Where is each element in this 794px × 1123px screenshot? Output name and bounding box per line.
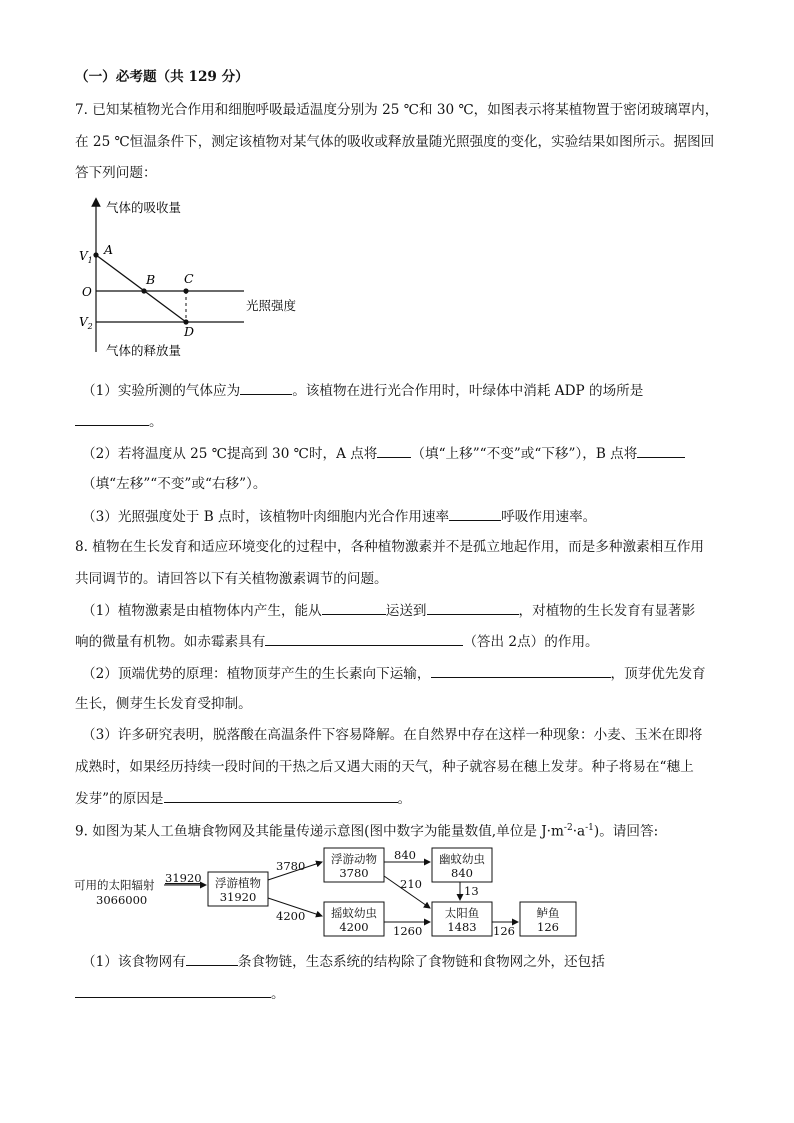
q9-part1-text-c: 。 [271,986,285,1002]
perch-label: 鲈鱼 [536,906,560,920]
q8-part3-line-3 [75,789,411,808]
q9-answer-blank-1[interactable] [186,952,238,966]
producer-label: 浮游植物 [215,876,261,890]
q8-stem-line-2: 共同调节的。请回答以下有关植物激素调节的问题。 [75,571,388,587]
q7-part1-line-1 [82,381,643,400]
graph-v2-label: $V_2$ [79,315,93,331]
q8-part3-text-c: 发芽”的原因是 [75,791,164,807]
q8-part3-line-2: 成熟时，如果经历持续一段时间的干热之后又遇大雨的天气，种子就容易在穗上发芽。种子将易在“穗上 [75,759,694,775]
graph-y-top-label: 气体的吸收量 [106,200,182,215]
q8-part1-line-2 [75,632,599,651]
sunfish-value: 1483 [447,920,477,934]
q7-part3-text-b: 呼吸作用速率。 [501,509,597,525]
producer-value: 31920 [219,890,257,904]
section-title: （一）必考题（共 129 分） [75,69,249,85]
q9-part1-text-b: 条食物链，生态系统的结构除了食物链和食物网之外，还包括 [237,954,605,970]
q9-stem-text: 9. 如图为某人工鱼塘食物网及其能量传递示意图(图中数字为能量数值,单位是 J·m [75,823,564,840]
producer-to-mosq-value: 4200 [276,909,306,923]
q7-stem-line-1: 7. 已知某植物光合作用和细胞呼吸最适温度分别为 25 ℃和 30 ℃，如图表示将某植物置于密闭玻璃罩内， [75,102,719,118]
q8-part2-line-1 [82,664,706,683]
q9-unit-sup-2: -1 [585,823,594,833]
q7-answer-blank-5[interactable] [449,507,501,521]
q8-part3-text-d: 。 [397,791,412,807]
q8-answer-blank-5[interactable] [164,789,398,803]
graph-x-label: 光照强度 [246,298,297,313]
q8-part1-text-a: （1）植物激素是由植物体内产生，能从 [82,603,322,619]
q8-answer-blank-4[interactable] [431,664,611,678]
q7-part2-text-b: （填“上移”“不变”或“下移”），B 点将 [411,446,638,462]
mosq-to-sunfish-value: 1260 [393,924,423,938]
q7-part2-line-2: （填“左移”“不变”或“右移”）。 [82,476,267,492]
sun-value: 3066000 [96,893,148,907]
zoo-to-sunfish-value: 210 [400,877,422,891]
mosq-value: 4200 [339,920,369,934]
q7-graph [70,192,320,362]
q7-stem-line-2: 在 25 ℃恒温条件下，测定该植物对某气体的吸收或释放量随光照强度的变化，实验结果如图所示。据图回 [75,134,715,150]
q8-part1-text-e: （答出 2点）的作用。 [463,634,599,650]
point-b-dot [141,288,146,293]
q7-part2-text-a: （2）若将温度从 25 ℃提高到 30 ℃时，A 点将 [82,446,378,462]
graph-y-bottom-label: 气体的释放量 [106,343,182,358]
q7-part1-text-a: （1）实验所测的气体应为 [82,383,241,399]
q9-part1-line-2 [75,984,285,1003]
q8-stem-line-1: 8. 植物在生长发育和适应环境变化的过程中，各种植物激素并不是孤立地起作用，而是多种激素相互作用 [75,539,705,555]
q7-answer-blank-1[interactable] [240,381,292,395]
q7-part2-line-1 [82,444,685,463]
point-c-dot [183,288,188,293]
q8-part2-line-2: 生长，侧芽生长发育受抑制。 [75,696,252,712]
q8-part1-text-b: 运送到 [385,603,427,619]
q8-answer-blank-2[interactable] [427,601,519,615]
perch-value: 126 [537,920,559,934]
q8-part2-text-b: ，顶芽优先发育 [610,666,706,682]
sun-label: 可用的太阳辐射 [74,878,155,892]
zoo-to-larva-value: 840 [394,848,416,862]
q8-part2-text-a: （2）顶端优势的原理：植物顶芽产生的生长素向下运输， [82,666,431,682]
q9-stem-end: )。请回答: [593,823,659,840]
q9-unit-sup-1: -2 [563,823,573,833]
larva-value: 840 [451,866,473,880]
graph-origin-label: O [82,285,92,299]
graph-point-d-label: D [184,324,195,339]
graph-point-c-label: C [184,271,194,286]
graph-point-a-label: A [104,242,114,257]
q7-answer-blank-3[interactable] [377,444,411,458]
q8-part1-text-c: ，对植物的生长发育有显著影 [518,603,696,619]
graph-point-b-label: B [146,272,156,287]
sunfish-to-perch-value: 126 [493,924,515,938]
mosq-label: 摇蚊幼虫 [331,906,377,920]
q9-food-web [60,842,590,948]
q8-part1-text-d: 响的微量有机物。如赤霉素具有 [75,634,266,650]
q8-answer-blank-3[interactable] [265,632,463,646]
q9-unit-mid: ·a [572,823,586,840]
q7-stem-line-3: 答下列问题： [75,165,157,181]
q9-answer-blank-2[interactable] [75,984,271,998]
zoo-value: 3780 [339,866,369,880]
graph-curve [96,255,186,322]
q7-answer-blank-2[interactable] [75,412,149,426]
q8-part1-line-1 [82,601,695,620]
q9-stem [75,819,658,841]
q7-part1-text-b: 。该植物在进行光合作用时，叶绿体中消耗 ADP 的场所是 [292,383,644,399]
q9-part1-line-1 [82,952,605,971]
graph-v1-label: $V_1$ [79,249,93,265]
point-a-dot [93,252,98,257]
zoo-label: 浮游动物 [331,852,377,866]
sunfish-label: 太阳鱼 [444,906,480,920]
q9-part1-text-a: （1）该食物网有 [82,954,186,970]
producer-to-zoo-value: 3780 [276,859,306,873]
q7-part3-line [82,507,596,526]
larva-to-sunfish-value: 13 [464,884,479,898]
q7-part3-text-a: （3）光照强度处于 B 点时，该植物叶肉细胞内光合作用速率 [82,509,450,525]
q7-part1-line-2 [75,412,163,431]
q8-part3-line-1: （3）许多研究表明，脱落酸在高温条件下容易降解。在自然界中存在这样一种现象：小麦、玉米在即将 [82,727,703,743]
q7-part1-text-c: 。 [149,414,163,430]
q7-answer-blank-4[interactable] [637,444,685,458]
q8-answer-blank-1[interactable] [322,601,386,615]
larva-label: 幽蚊幼虫 [439,852,485,866]
sun-to-producer-value: 31920 [165,871,202,885]
